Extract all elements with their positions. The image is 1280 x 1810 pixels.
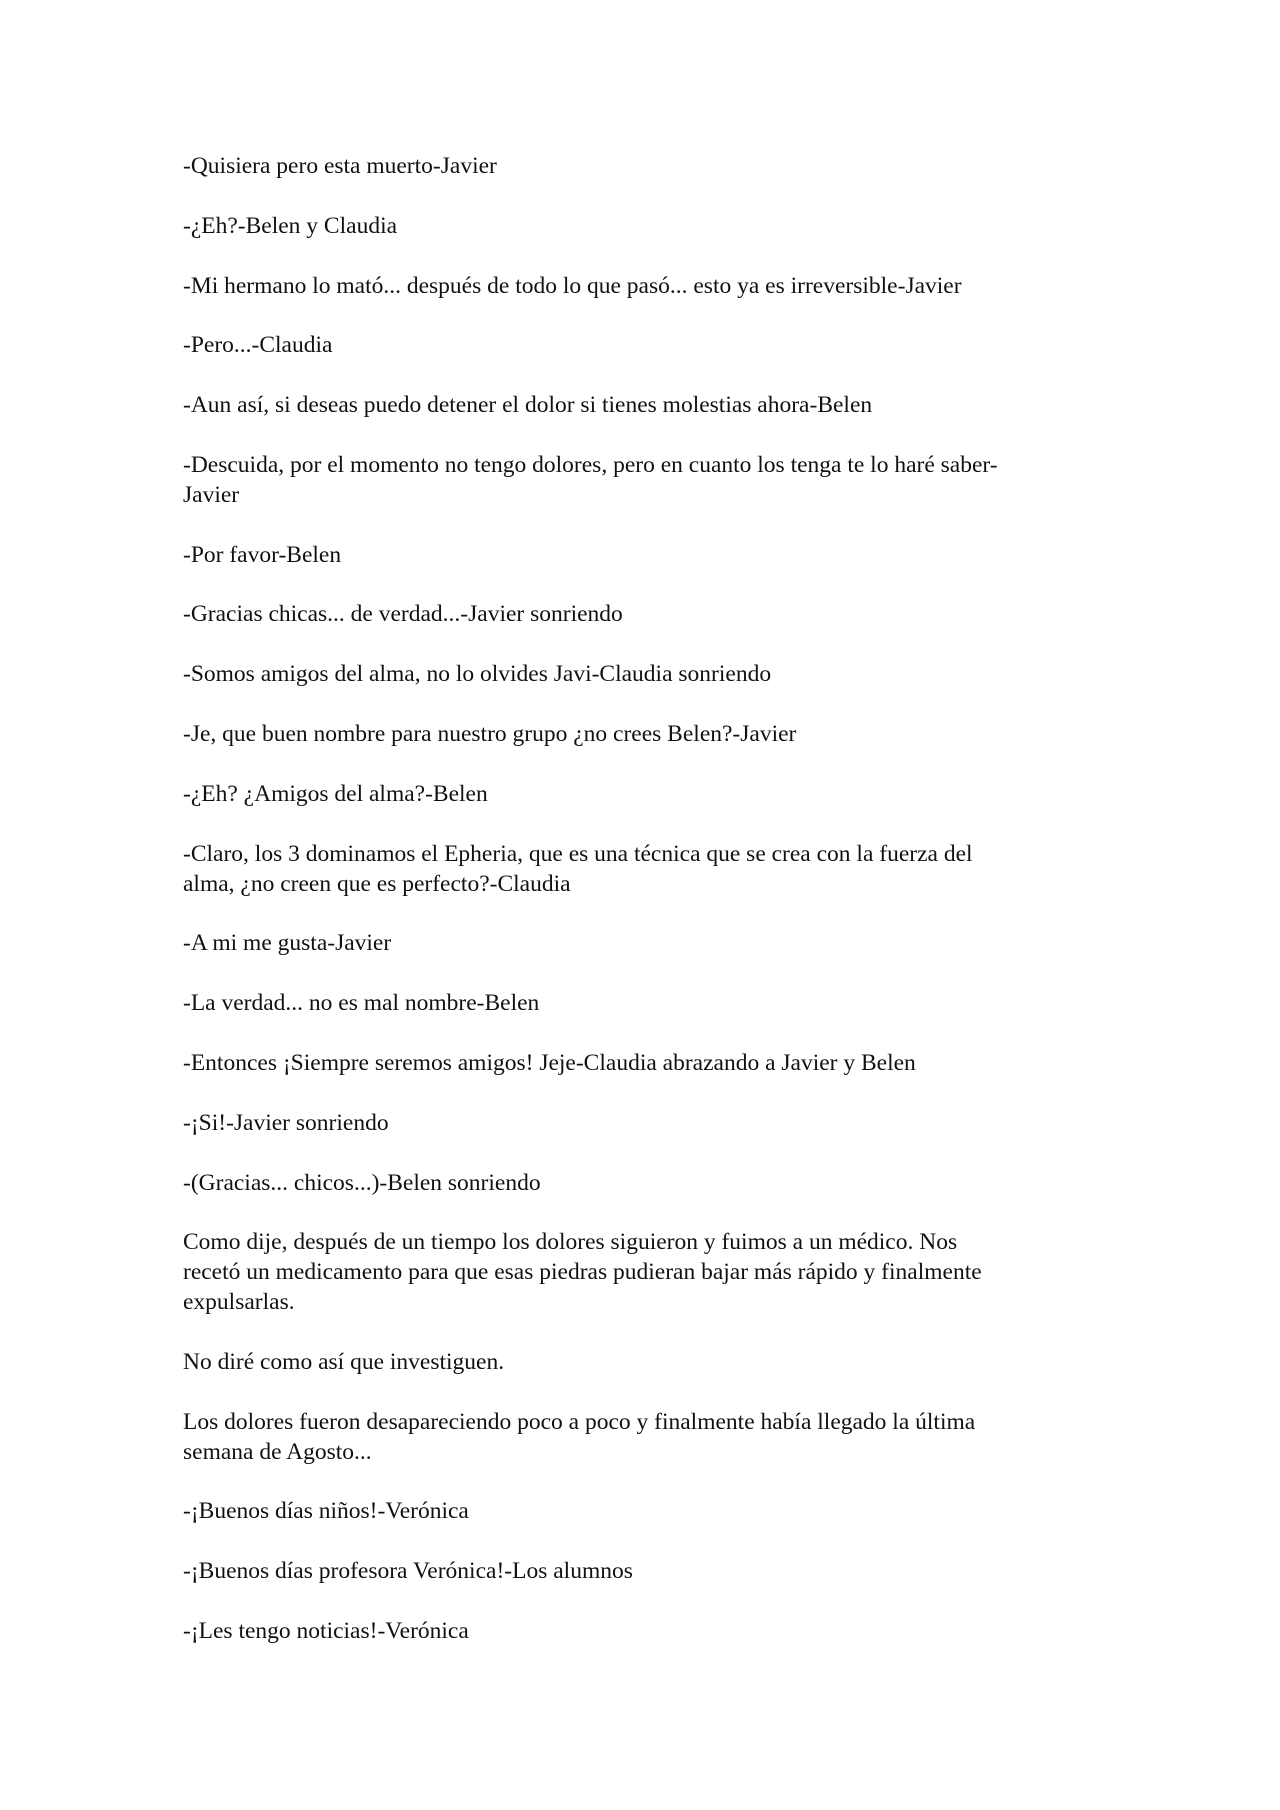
text-line: -¡Buenos días profesora Verónica!-Los alumnos [183, 1558, 633, 1585]
document-page [183, 152, 1083, 1677]
paragraph-1 [183, 152, 1083, 182]
text-line: alma, ¿no creen que es perfecto?-Claudia [183, 870, 571, 897]
text-line: -Por favor-Belen [183, 541, 342, 568]
paragraph-4 [183, 331, 1083, 361]
text-line: -¡Les tengo noticias!-Verónica [183, 1618, 469, 1645]
paragraph-13 [183, 929, 1083, 959]
paragraph-18 [183, 1228, 1083, 1318]
paragraph-23 [183, 1617, 1083, 1647]
paragraph-19 [183, 1348, 1083, 1378]
paragraph-21 [183, 1497, 1083, 1527]
paragraph-2 [183, 212, 1083, 242]
text-line: Los dolores fueron desapareciendo poco a poco y finalmente había llegado la última [183, 1408, 976, 1435]
text-line: -(Gracias... chicos...)-Belen sonriendo [183, 1169, 541, 1196]
paragraph-3 [183, 272, 1083, 302]
paragraph-7 [183, 541, 1083, 571]
text-line: -¡Buenos días niños!-Verónica [183, 1498, 469, 1525]
text-line: -Descuida, por el momento no tengo dolores, pero en cuanto los tenga te lo haré saber- [183, 451, 998, 478]
paragraph-6 [183, 451, 1083, 511]
paragraph-22 [183, 1557, 1083, 1587]
text-line: -Gracias chicas... de verdad...-Javier sonriendo [183, 601, 623, 628]
paragraph-15 [183, 1049, 1083, 1079]
paragraph-14 [183, 989, 1083, 1019]
text-line: -La verdad... no es mal nombre-Belen [183, 990, 540, 1017]
text-line: recetó un medicamento para que esas piedras pudieran bajar más rápido y finalmente [183, 1259, 982, 1286]
text-line: -Somos amigos del alma, no lo olvides Javi-Claudia sonriendo [183, 661, 772, 688]
text-line: -A mi me gusta-Javier [183, 930, 392, 957]
paragraph-10 [183, 720, 1083, 750]
text-line: -Aun así, si deseas puedo detener el dolor si tienes molestias ahora-Belen [183, 392, 873, 419]
text-line: -Entonces ¡Siempre seremos amigos! Jeje-Claudia abrazando a Javier y Belen [183, 1049, 916, 1076]
text-line: Como dije, después de un tiempo los dolores siguieron y fuimos a un médico. Nos [183, 1229, 958, 1256]
text-line: -Claro, los 3 dominamos el Epheria, que es una técnica que se crea con la fuerza del [183, 840, 973, 867]
text-line: semana de Agosto... [183, 1438, 372, 1465]
paragraph-8 [183, 600, 1083, 630]
text-line: -¡Si!-Javier sonriendo [183, 1109, 389, 1136]
text-line: -¿Eh?-Belen y Claudia [183, 212, 398, 239]
text-line: expulsarlas. [183, 1289, 295, 1316]
paragraph-11 [183, 780, 1083, 810]
paragraph-17 [183, 1169, 1083, 1199]
paragraph-12 [183, 840, 1083, 900]
text-line: Javier [183, 481, 240, 508]
text-line: -Je, que buen nombre para nuestro grupo ¿no crees Belen?-Javier [183, 721, 797, 748]
text-line: -¿Eh? ¿Amigos del alma?-Belen [183, 780, 488, 807]
paragraph-20 [183, 1408, 1083, 1468]
paragraph-9 [183, 660, 1083, 690]
paragraph-16 [183, 1109, 1083, 1139]
text-line: -Mi hermano lo mató... después de todo lo que pasó... esto ya es irreversible-Javier [183, 272, 962, 299]
paragraph-5 [183, 391, 1083, 421]
text-line: No diré como así que investiguen. [183, 1348, 505, 1375]
text-line: -Pero...-Claudia [183, 332, 333, 359]
text-line: -Quisiera pero esta muerto-Javier [183, 153, 497, 179]
